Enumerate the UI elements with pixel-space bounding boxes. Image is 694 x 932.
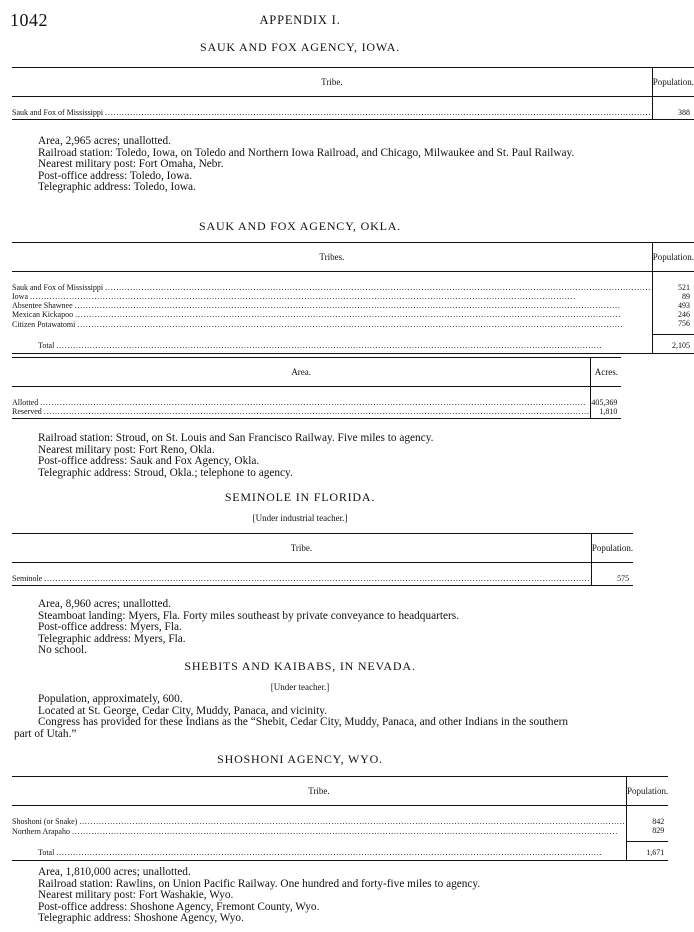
sauk-iowa-notes [14,136,584,194]
note-line: Nearest military post: Fort Omaha, Nebr. [38,158,224,171]
note-line: Area, 2,965 acres; unallotted. [38,135,172,147]
shoshoni-notes [14,867,584,925]
sauk-okla-notes [14,433,584,479]
row-label: Mexican Kickapoo [12,310,74,319]
row-value: 388 [652,108,694,120]
row-label: Iowa [12,292,28,301]
note-line: Telegraphic address: Toledo, Iowa. [38,181,196,194]
total-row [12,335,694,354]
note-line: Area, 1,810,000 acres; unallotted. [38,866,191,878]
note-line: Nearest military post: Fort Reno, Okla. [38,443,215,456]
row-label: Reserved [12,407,42,416]
table-row [12,301,694,310]
note-line: Located at St. George, Cedar City, Muddy, Panaca, and vicinity. [38,704,328,717]
note-line: Post-office address: Shoshone Agency, Fremont County, Wyo. [38,900,320,913]
note-line: Railroad station: Toledo, Iowa, on Toledo and Northern Iowa Railroad, and Chicago, Milwaukee and St. Paul Railway. [38,146,575,159]
row-value: 1,810 [591,407,622,419]
row-label: Absentee Shawnee [12,301,73,310]
note-line: Population, approximately, 600. [38,693,183,705]
row-label: Sauk and Fox of Mississippi [12,108,104,117]
sauk-okla-area-table [12,357,621,419]
row-value: 842 [652,817,665,826]
note-line: Telegraphic address: Myers, Fla. [38,632,186,645]
column-header-acres: Acres. [594,367,618,377]
sauk-okla-population-table [12,242,694,354]
table-row [12,407,621,419]
note-line: Telegraphic address: Shoshone Agency, Wyo. [38,912,244,925]
column-header-tribe: Tribe. [12,68,652,97]
section-title-shoshoni: SHOSHONI AGENCY, WYO. [217,752,383,766]
table-row [12,574,633,586]
section-title-seminole: SEMINOLE IN FLORIDA. [224,490,376,504]
total-label: Total [38,341,55,350]
row-value: 575 [591,574,633,586]
sauk-iowa-population-table [12,67,694,120]
column-header-tribe: Tribe. [12,777,626,806]
row-value: 246 [678,310,690,319]
note-line: Nearest military post: Fort Washakie, Wyo. [38,889,234,902]
row-label: Seminole [12,574,43,583]
column-header-area: Area. [12,358,591,387]
row-value: 829 [652,826,665,835]
section-title-shebits: SHEBITS AND KAIBABS, IN NEVADA. [184,659,416,673]
row-label: Sauk and Fox of Mississippi [12,283,104,292]
row-value: 493 [678,301,690,310]
note-line: Railroad station: Rawlins, on Union Pacific Railway. One hundred and forty-five miles to agency. [38,877,481,890]
note-line: Post-office address: Toledo, Iowa. [38,169,193,182]
page-header [10,10,590,32]
note-line: No school. [38,644,87,657]
shoshoni-population-table [12,776,668,861]
table-row [12,310,694,319]
note-line: Post-office address: Sauk and Fox Agency, Okla. [38,455,260,468]
note-line: Steamboat landing: Myers, Fla. Forty miles southeast by private conveyance to headquarters. [38,609,460,622]
row-value: 521 [678,283,690,292]
seminole-population-table [12,533,633,586]
row-label: Allotted [12,398,39,407]
table-row [12,817,668,826]
table-row [12,398,621,407]
row-label: Northern Arapaho [12,826,70,836]
section-subtitle-shebits: [Under teacher.] [270,682,330,692]
total-value: 1,671 [626,842,668,861]
shebits-notes [14,694,584,740]
table-row [12,826,668,842]
column-header-population: Population. [652,77,694,87]
section-subtitle-seminole: [Under industrial teacher.] [252,513,348,523]
table-row [12,319,694,335]
row-value: 756 [678,319,690,328]
row-value: 405,369 [591,398,618,407]
column-header-population: Population. [652,252,694,262]
total-row [12,842,668,861]
section-title-sauk-iowa: SAUK AND FOX AGENCY, IOWA. [200,40,400,54]
row-value: 89 [682,292,690,301]
note-line: Railroad station: Stroud, on St. Louis and San Francisco Railway. Five miles to agency. [38,432,434,444]
note-line: Area, 8,960 acres; unallotted. [38,598,172,610]
total-value: 2,105 [652,335,694,354]
seminole-notes [14,599,584,657]
table-row [12,108,694,120]
row-label: Citizen Potawatomi [12,319,76,329]
table-row [12,292,694,301]
column-header-population: Population. [626,786,669,796]
column-header-tribes: Tribes. [12,243,652,272]
total-label: Total [38,848,55,857]
column-header-tribe: Tribe. [12,534,591,563]
row-label: Shoshoni (or Snake) [12,817,78,826]
note-line: Congress has provided for these Indians as the “Shebit, Cedar City, Muddy, Panaca, and other Indians in the southern part of Utah.” [14,716,568,740]
section-title-sauk-okla: SAUK AND FOX AGENCY, OKLA. [199,219,401,233]
note-line: Telegraphic address: Stroud, Okla.; telephone to agency. [38,466,293,479]
running-title: APPENDIX I. [259,13,341,27]
column-header-population: Population. [591,543,634,553]
note-line: Post-office address: Myers, Fla. [38,621,182,634]
page-number: 1042 [10,10,48,30]
table-row [12,283,694,292]
